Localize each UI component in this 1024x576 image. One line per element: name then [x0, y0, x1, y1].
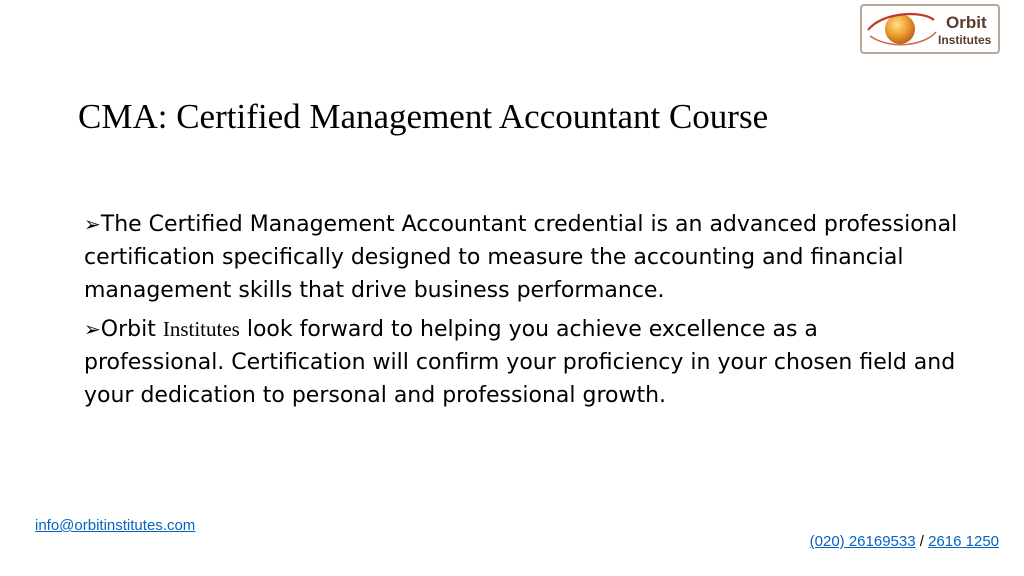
paragraph-2-text: look forward to helping you achieve excellence as a professional. Certification will confirm your proficiency in your chosen field and your dedication to personal and professional growth. [84, 317, 956, 408]
phone-numbers [810, 533, 999, 550]
slide-title: CMA: Certified Management Accountant Course [78, 97, 769, 136]
paragraph-2-serif-word: Institutes [162, 317, 240, 341]
phone-link-2[interactable]: 2616 1250 [928, 533, 999, 550]
paragraph-2-lead: Orbit [100, 317, 156, 342]
orbit-institutes-logo [860, 4, 1000, 54]
bullet-paragraph-2 [84, 313, 964, 412]
orbit-globe-icon [862, 6, 998, 52]
bullet-paragraph-1 [84, 208, 964, 307]
phone-separator: / [915, 533, 929, 550]
paragraph-1-text: The Certified Management Accountant credential is an advanced professional certification specifically designed to measure the accounting and financial management skills that drive business performance. [84, 212, 958, 303]
arrow-bullet-icon: ➢ [84, 212, 101, 236]
arrow-bullet-icon: ➢ [84, 317, 101, 341]
logo-line1: Orbit [946, 13, 987, 32]
slide-body [84, 208, 964, 418]
logo-line2: Institutes [938, 33, 992, 47]
phone-link-1[interactable]: (020) 26169533 [809, 533, 916, 550]
email-link[interactable]: info@orbitinstitutes.com [35, 517, 196, 534]
